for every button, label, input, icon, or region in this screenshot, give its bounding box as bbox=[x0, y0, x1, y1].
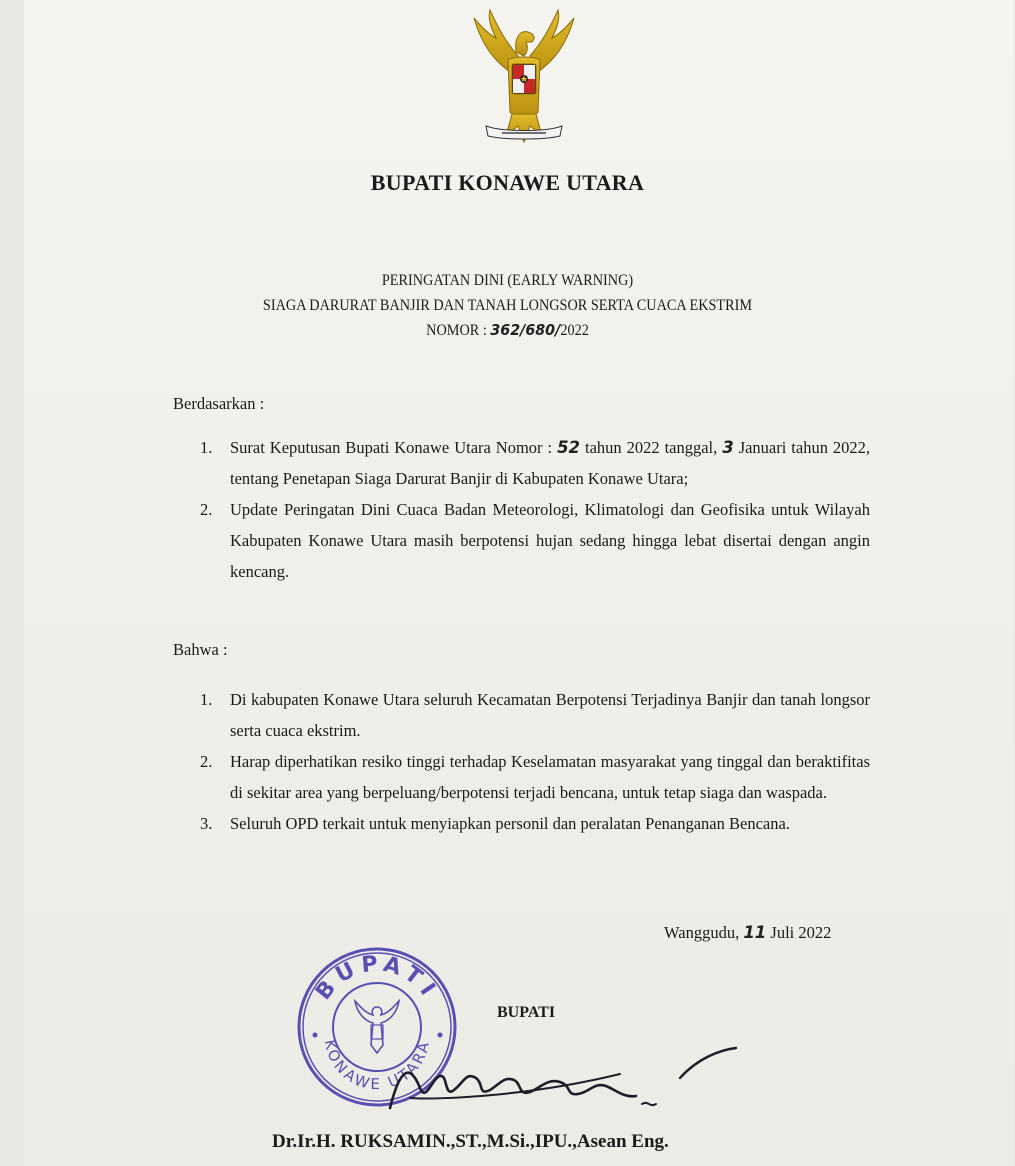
list-text: tahun 2022 tanggal, bbox=[585, 438, 718, 457]
list-text: Update Peringatan Dini Cuaca Badan Meteorologi, Klimatologi dan Geofisika untuk Wilayah Kabupaten Konawe Utara masih berpotensi hujan sedang hingga lebat disertai dengan angin kencang. bbox=[230, 500, 870, 581]
nomor-label: NOMOR : bbox=[426, 322, 487, 339]
list-item bbox=[200, 684, 870, 746]
signatory-name: Dr.Ir.H. RUKSAMIN.,ST.,M.Si.,IPU.,Asean Eng. bbox=[272, 1131, 669, 1152]
list-text: Di kabupaten Konawe Utara seluruh Kecamatan Berpotensi Terjadinya Banjir dan tanah longsor serta cuaca ekstrim. bbox=[230, 690, 870, 740]
svg-text:KONAWE UTARA: KONAWE UTARA bbox=[320, 1037, 434, 1094]
list-item bbox=[200, 808, 870, 839]
date-line bbox=[664, 923, 831, 943]
title-line-1: PERINGATAN DINI (EARLY WARNING) bbox=[381, 272, 634, 289]
title-line-2: SIAGA DARURAT BANJIR DAN TANAH LONGSOR SERTA CUACA EKSTRIM bbox=[262, 297, 753, 314]
list-item bbox=[200, 494, 870, 587]
handwritten-signature-icon bbox=[380, 1038, 740, 1118]
list-text: Januari tahun 2022, tentang Penetapan Siaga Darurat Banjir di Kabupaten Konawe Utara; bbox=[230, 438, 871, 488]
garuda-emblem-icon bbox=[462, 8, 586, 150]
list-text: Seluruh OPD terkait untuk menyiapkan personil dan peralatan Penanganan Bencana. bbox=[230, 814, 790, 833]
bahwa-label: Bahwa : bbox=[173, 640, 228, 659]
signatory-title: BUPATI bbox=[497, 1004, 556, 1021]
handwritten-day: 3 bbox=[722, 438, 734, 457]
title-nomor bbox=[41, 318, 975, 343]
list-number: 1. bbox=[200, 690, 213, 709]
handwritten-number: 52 bbox=[557, 438, 581, 457]
berdasarkan-label: Berdasarkan : bbox=[173, 394, 265, 413]
nomor-handwritten-value: 362/680/ bbox=[490, 321, 561, 339]
list-number: 3. bbox=[200, 814, 213, 833]
list-text: Harap diperhatikan resiko tinggi terhadap Keselamatan masyarakat yang tinggal dan beraktifitas di sekitar area yang berpeluang/berpotensi terjadi bencana, untuk tetap siaga dan waspada. bbox=[230, 752, 870, 802]
list-item bbox=[200, 432, 870, 494]
date-month-year: Juli 2022 bbox=[770, 923, 832, 942]
document-heading: BUPATI KONAWE UTARA bbox=[370, 170, 645, 195]
list-text: Surat Keputusan Bupati Konawe Utara Nomor : bbox=[230, 438, 553, 457]
list-number: 2. bbox=[200, 500, 213, 519]
date-place: Wanggudu, bbox=[664, 923, 740, 942]
berdasarkan-list bbox=[200, 432, 870, 587]
svg-text:BUPATI: BUPATI bbox=[311, 951, 444, 1005]
document-title-block bbox=[41, 268, 975, 343]
bahwa-list bbox=[200, 684, 870, 839]
list-number: 2. bbox=[200, 752, 213, 771]
list-item bbox=[200, 746, 870, 808]
list-number: 1. bbox=[200, 438, 213, 457]
nomor-year: 2022 bbox=[560, 322, 589, 339]
date-handwritten-day: 11 bbox=[743, 923, 767, 942]
